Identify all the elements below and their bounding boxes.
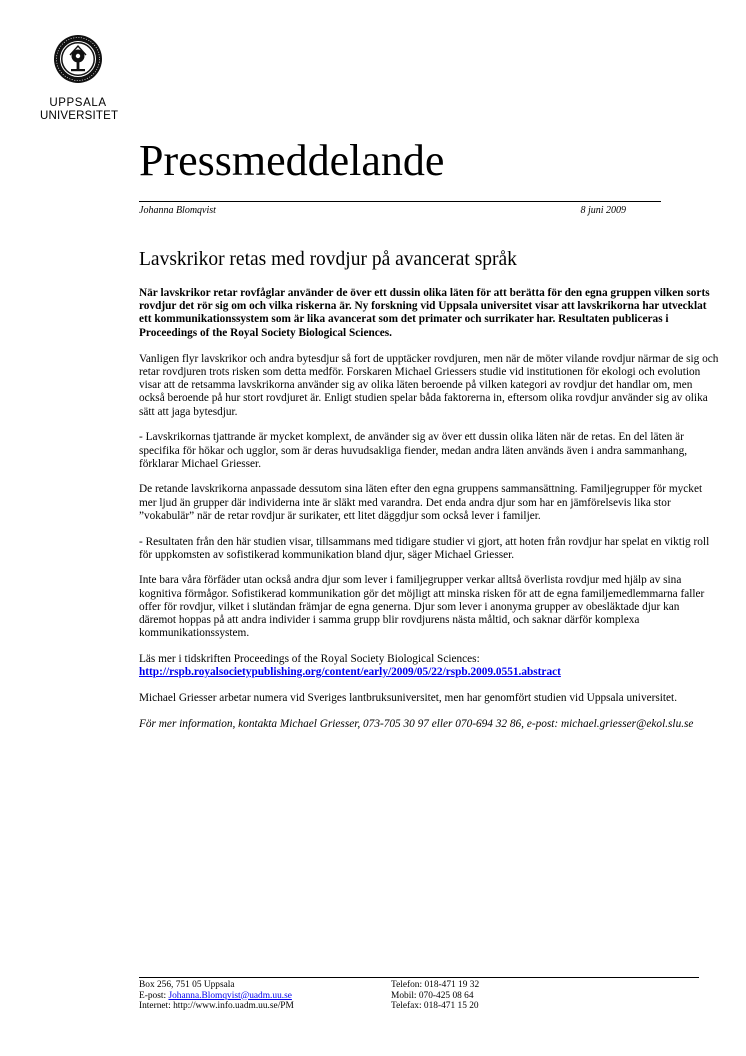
university-name-line1: UPPSALA — [49, 97, 107, 109]
footer-address-column — [139, 980, 294, 1012]
body-paragraph: - Lavskrikornas tjattrande är mycket komplext, de använder sig av över ett dussin olika läten när de retas. En del läten är specifika för hökar och ugglor, som är deras huvudsakliga fiender, medan andra läten används även i andra sammanhang, förklarar Michael Griesser. — [139, 431, 688, 470]
closing-paragraph: Michael Griesser arbetar numera vid Sveriges lantbruksuniversitet, men har genomfört studien vid Uppsala universitet. — [139, 691, 678, 704]
document-title: Pressmeddelande — [139, 136, 445, 185]
author-name: Johanna Blomqvist — [139, 205, 216, 216]
university-name — [40, 97, 119, 123]
header-divider — [139, 201, 661, 202]
university-name-line2: UNIVERSITET — [40, 110, 119, 122]
article-link[interactable]: http://rspb.royalsocietypublishing.org/content/early/2009/05/22/rspb.2009.0551.abstract — [139, 666, 561, 679]
article-body — [139, 248, 719, 743]
body-paragraph: Inte bara våra förfäder utan också andra djur som lever i familjegrupper verkar alltså överlista rovdjur med hjälp av sina kognitiva förmågor. Sofistikerad kommunikation gör det möjligt att minska risken för att de egna familjemedlemmarna faller offer för rovdjur, vilket i slutändan främjar de egna generna. Djur som lever i anonyma grupper av obesläktade djur kan däremot hoppas på att andra individer i samma grupp blir rovdjurens nästa måltid, och saknar därför komplexa kommunikationssystem. — [139, 574, 705, 640]
footer-phone-column — [391, 980, 479, 1012]
footer-address: Box 256, 751 05 Uppsala — [139, 980, 235, 990]
body-paragraph: De retande lavskrikorna anpassade dessutom sina läten efter den egna gruppens sammansättning. Familjegrupper för mycket mer ljud än grupper där individerna inte är släkt med varandra. Det enda andra djur som har en jämförelsevis lika stor ”vokabulär” när de retar rovdjur är surikater, ett litet däggdjur som också lever i familjer. — [139, 483, 703, 522]
body-paragraph: Vanligen flyr lavskrikor och andra bytesdjur så fort de upptäcker rovdjuren, men när de möter vilande rovdjur närmar de sig och retar rovdjuren trots risken som detta medför. Forskaren Michael Griessers studie vid institutionen för ekologi och evolution visar att de retsamma lavskrikorna använder sig av olika läten beroende på vilken kategori av rovdjur det handlar om, men också beroende på hur stort rovdjuret är. Enligt studien spelar båda faktorerna in, eftersom olika rovdjur använder sig av olika sätt att jaga bytesdjur. — [139, 352, 719, 418]
footer-divider — [139, 977, 699, 978]
footer-email — [139, 991, 294, 1002]
article-headline: Lavskrikor retas med rovdjur på avancerat språk — [139, 249, 517, 270]
contact-info: För mer information, kontakta Michael Griesser, 073-705 30 97 eller 070-694 32 86, e-post: michael.griesser@ekol.slu.se — [139, 717, 694, 730]
lead-paragraph: När lavskrikor retar rovfåglar använder de över ett dussin olika läten för att berätta för den egna gruppen vilken sorts rovdjur det rör sig om och vilka riskerna är. Ny forskning vid Uppsala universitet visar att lavskrikorna har utvecklat ett kommunikationssystem som är lika avancerat som det primater och surrikater har. Resultaten publiceras i Proceedings of the Royal Society Biological Sciences. — [139, 287, 710, 339]
footer-email-link[interactable]: Johanna.Blomqvist@uadm.uu.se — [168, 990, 292, 1001]
body-paragraph: - Resultaten från den här studien visar, tillsammans med tidigare studier vi gjort, att hoten från rovdjur har spelat en viktig roll för uppkomsten av sofistikerad kommunikation bland djur, säger Michael Griesser. — [139, 535, 710, 561]
publish-date: 8 juni 2009 — [580, 205, 626, 216]
read-more-text: Läs mer i tidskriften Proceedings of the Royal Society Biological Sciences: — [139, 652, 480, 665]
footer-internet: Internet: http://www.info.uadm.uu.se/PM — [139, 1001, 294, 1011]
footer-email-label: E-post: — [139, 990, 169, 1001]
byline — [139, 204, 626, 218]
read-more-paragraph — [139, 653, 719, 679]
footer-phone: Telefon: 018-471 19 32 — [391, 980, 480, 990]
footer-mobile: Mobil: 070-425 08 64 — [391, 990, 474, 1001]
footer-fax: Telefax: 018-471 15 20 — [391, 1001, 479, 1011]
university-logo — [40, 34, 119, 123]
university-seal-icon — [53, 34, 103, 84]
